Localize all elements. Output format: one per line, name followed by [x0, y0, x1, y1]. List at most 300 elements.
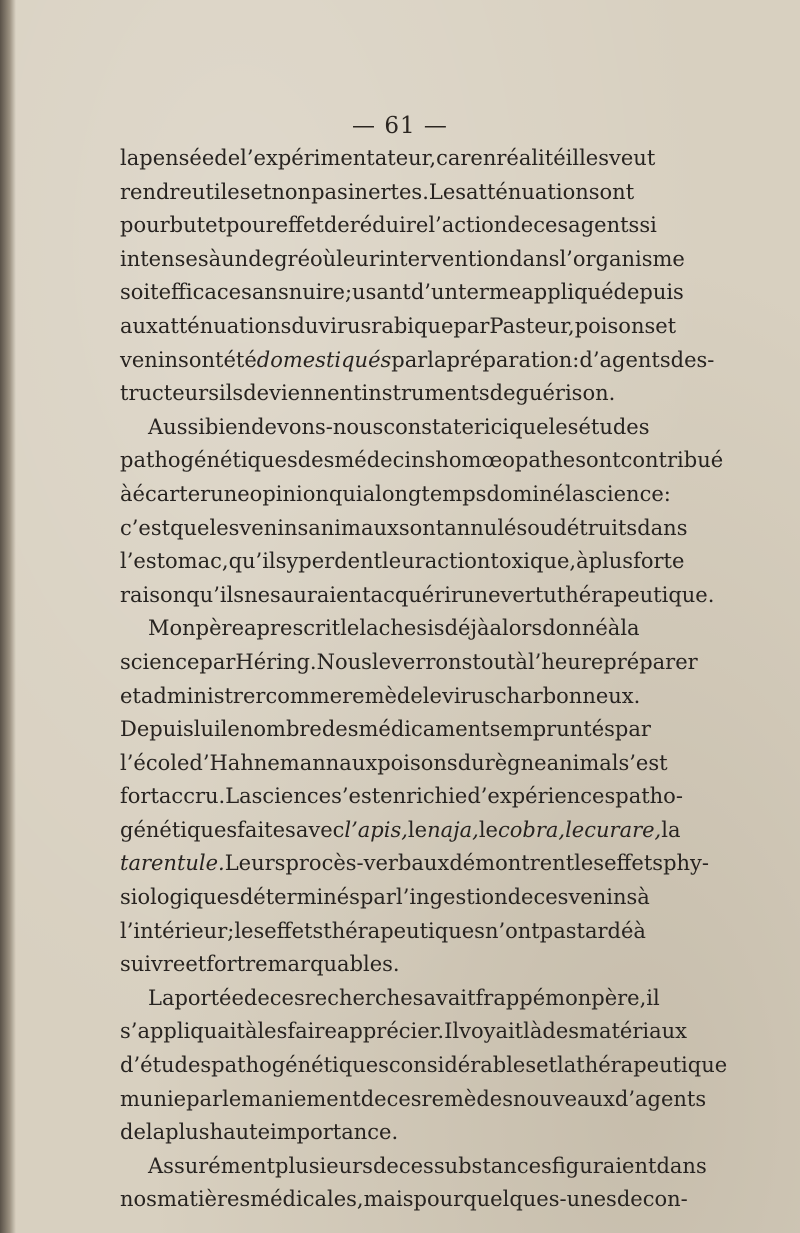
word: ces [533, 213, 569, 238]
word: nuire [288, 280, 345, 305]
word: le [422, 683, 442, 708]
word: degré [248, 246, 310, 271]
text-line [120, 1150, 707, 1184]
word: s’est [331, 784, 381, 809]
word: quelques-unes [463, 1187, 617, 1212]
word: recherches [304, 985, 424, 1010]
word: fort [120, 784, 159, 809]
word: but [169, 213, 206, 238]
word: le [340, 616, 360, 641]
word: déjà [444, 616, 490, 641]
word: thérapeutique. [556, 582, 715, 607]
word: venins [568, 885, 638, 910]
word: Mon [148, 616, 196, 641]
word: science [584, 481, 664, 506]
word: apprécier. [336, 1019, 445, 1044]
word: l’ingestion [395, 885, 508, 910]
word: la [661, 817, 681, 842]
text-line [120, 579, 715, 613]
word: frappé [475, 985, 546, 1010]
word: où [310, 246, 337, 271]
text-line [120, 646, 698, 680]
word: leur [336, 246, 379, 271]
word: figuraient [551, 1153, 657, 1178]
word: par [391, 347, 428, 372]
word: de [214, 146, 241, 170]
word: du [291, 313, 319, 338]
word: comme [265, 683, 343, 708]
word: l’école [120, 750, 190, 775]
word: qui [328, 481, 363, 506]
word: science [120, 649, 200, 674]
word: animaux [308, 515, 399, 540]
word: médicales, [250, 1187, 364, 1212]
word: maniement [241, 1086, 361, 1111]
text-line [120, 444, 724, 478]
word: sont [398, 515, 445, 540]
word: avec [295, 817, 345, 842]
word: prescrit [256, 616, 341, 641]
word: il [565, 146, 580, 170]
word: de [323, 213, 350, 238]
word: bien [204, 414, 252, 439]
word: des [321, 717, 359, 742]
word: forte [633, 549, 685, 574]
word: domestiqués [256, 347, 392, 372]
word: dans [509, 246, 560, 271]
word: de [243, 985, 270, 1010]
word: sauraient [270, 582, 371, 607]
word: suivre [120, 952, 186, 977]
page-number: — 61 — [352, 113, 448, 139]
word: virus [441, 683, 495, 708]
word: ils [218, 381, 244, 406]
word: des- [670, 347, 715, 372]
word: remède [342, 683, 423, 708]
word: considérables [388, 1053, 537, 1078]
word: le [565, 817, 585, 842]
word: naja, [427, 817, 479, 842]
word: voyait [459, 1019, 524, 1044]
word: l’heure [527, 649, 604, 674]
text-line [120, 612, 640, 646]
word: d’études [120, 1053, 212, 1078]
word: remèdes [421, 1086, 514, 1111]
word: la [565, 481, 585, 506]
word: thérapeutique [576, 1053, 728, 1078]
word: qu’ils [186, 582, 245, 607]
word: empruntés [500, 717, 615, 742]
word: lachesis [359, 616, 445, 641]
word: administrer [140, 683, 266, 708]
word: guérison. [515, 381, 616, 406]
word: aux [120, 313, 158, 338]
word: à [120, 481, 133, 506]
text-line [120, 881, 650, 915]
word: réduire [349, 213, 429, 238]
word: la [145, 1120, 166, 1145]
word: ces [533, 885, 569, 910]
text-line [120, 344, 715, 378]
word: devons-nous [251, 414, 384, 439]
word: intenses [120, 246, 209, 271]
word: perdent [298, 549, 383, 574]
word: deviennent [243, 381, 362, 406]
word: n’ont [484, 918, 540, 943]
word: siologiques [120, 885, 240, 910]
word: règne [484, 750, 547, 775]
text-line [120, 713, 651, 747]
word: fort [206, 952, 246, 977]
text-line [120, 377, 628, 411]
word: dans [637, 515, 688, 540]
word: effets [604, 851, 664, 876]
word: préparer [603, 649, 698, 674]
word: le [371, 649, 392, 674]
word: et [185, 952, 207, 977]
text-line [120, 310, 677, 344]
word: phy- [663, 851, 709, 876]
word: rabique [371, 313, 454, 338]
word: plus [588, 549, 634, 574]
word: à [633, 918, 646, 943]
text-line [120, 209, 657, 243]
word: père, [591, 985, 647, 1010]
word: patho- [615, 784, 683, 809]
word: action [424, 549, 491, 574]
word: Héring. [235, 649, 317, 674]
word: matériaux [579, 1019, 687, 1044]
word: à [515, 649, 528, 674]
word: munie [120, 1086, 187, 1111]
word: pour [120, 213, 170, 238]
word: importance. [270, 1120, 399, 1145]
text-line [120, 243, 685, 277]
word: venins [120, 347, 189, 372]
word: l’intérieur; [120, 918, 235, 943]
word: ont [188, 347, 224, 372]
word: ont [586, 448, 621, 473]
word: agents [568, 213, 640, 238]
word: La [148, 985, 175, 1010]
word: toxique, [490, 549, 577, 574]
word: Nous [316, 649, 372, 674]
word: d’agents [614, 1086, 707, 1111]
word: et [655, 313, 677, 338]
word: pour [225, 213, 276, 238]
word: d’un [410, 280, 459, 305]
word: par [186, 1086, 223, 1111]
word: l’expérimentateur, [240, 146, 437, 170]
word: avait [423, 985, 476, 1010]
word: ici [483, 414, 510, 439]
word: les [548, 414, 579, 439]
word: l’organisme [559, 246, 685, 271]
word: mais [363, 1187, 414, 1212]
word: du [457, 750, 485, 775]
word: rendre [120, 179, 192, 204]
word: Pasteur, [489, 313, 575, 338]
word: Leurs [224, 851, 286, 876]
word: science [251, 784, 332, 809]
word: les [209, 515, 240, 540]
word: tructeurs [120, 381, 219, 406]
word: ne [244, 582, 271, 607]
word: ont [599, 179, 635, 204]
word: matières [156, 1187, 251, 1212]
word: à [607, 616, 621, 641]
word: charbonneux. [494, 683, 641, 708]
word: le [222, 1086, 242, 1111]
word: pas [311, 179, 348, 204]
word: en [470, 146, 497, 170]
word: depuis [613, 280, 684, 305]
word: veut [609, 146, 656, 170]
word: utiles [191, 179, 251, 204]
word: thérapeutiques [323, 918, 485, 943]
word: et [250, 179, 272, 204]
word: virus [318, 313, 372, 338]
word: longtemps [375, 481, 487, 506]
word: la [120, 146, 140, 170]
word: ces [398, 1153, 434, 1178]
word: haute [209, 1120, 271, 1145]
word: les [257, 1019, 288, 1044]
text-line [120, 478, 671, 512]
word: déterminés [239, 885, 360, 910]
word: ces [269, 985, 305, 1010]
word: s’est [618, 750, 668, 775]
word: été [223, 347, 257, 372]
word: poisons [377, 750, 458, 775]
word: nombre [239, 717, 322, 742]
text-line [120, 847, 709, 881]
text-line [120, 512, 688, 546]
word: appliqué [521, 280, 614, 305]
text-line [120, 1083, 707, 1117]
word: dans [656, 1153, 707, 1178]
word: c’est [120, 515, 171, 540]
word: Depuis [120, 717, 194, 742]
word: Les [428, 179, 467, 204]
word: inertes. [347, 179, 429, 204]
word: par [453, 313, 490, 338]
word: de [120, 1120, 146, 1145]
text-line [120, 680, 641, 714]
word: par [614, 717, 651, 742]
word: tarentule. [120, 851, 225, 876]
word: plus [165, 1120, 210, 1145]
word: et [120, 683, 141, 708]
word: et [205, 213, 226, 238]
word: la [620, 616, 640, 641]
word: a [244, 616, 257, 641]
word: accru. [158, 784, 226, 809]
word: opinion [249, 481, 329, 506]
word: efficace [158, 280, 242, 305]
word: remarquables. [245, 952, 400, 977]
word: de [616, 1187, 643, 1212]
word: études [578, 414, 650, 439]
word: les [574, 851, 605, 876]
word: terme [458, 280, 522, 305]
text-line [120, 814, 681, 848]
word: et [536, 1053, 557, 1078]
word: la [557, 1053, 577, 1078]
word: poisons [574, 313, 656, 338]
word: acquérir [370, 582, 462, 607]
word: Il [444, 1019, 460, 1044]
word: préparation: [446, 347, 580, 372]
word: pathogénétiques [211, 1053, 389, 1078]
word: de [507, 885, 534, 910]
word: pensée [139, 146, 215, 170]
word: dominé [486, 481, 566, 506]
word: les [579, 146, 610, 170]
word: ou [527, 515, 554, 540]
word: donné [542, 616, 608, 641]
word: contribué [620, 448, 724, 473]
word: a [362, 481, 376, 506]
text-line [120, 276, 684, 310]
word: enrichie [380, 784, 468, 809]
word: nouveaux [513, 1086, 615, 1111]
word: un [221, 246, 249, 271]
text-line [120, 142, 656, 176]
text-line [120, 915, 646, 949]
word: raison [120, 582, 187, 607]
word: effets [264, 918, 324, 943]
word: : [663, 481, 671, 506]
word: faire [287, 1019, 337, 1044]
word: l’apis, [344, 817, 408, 842]
text-line [120, 1183, 688, 1217]
word: à [637, 885, 650, 910]
text-line [120, 747, 668, 781]
word: à [576, 549, 589, 574]
word: sans [241, 280, 289, 305]
word: venins [239, 515, 309, 540]
word: ; [344, 280, 353, 305]
word: de [489, 381, 516, 406]
text-line [120, 948, 628, 982]
word: mon [545, 985, 592, 1010]
word: atténuations [157, 313, 292, 338]
word: y [286, 549, 299, 574]
word: cobra, [498, 817, 566, 842]
word: Assurément [148, 1153, 276, 1178]
word: pathogénétiques [120, 448, 298, 473]
word: médecins [334, 448, 436, 473]
word: curare, [584, 817, 662, 842]
word: là [523, 1019, 543, 1044]
text-line [120, 780, 683, 814]
word: l’action [428, 213, 508, 238]
word: une [461, 582, 501, 607]
text-line [120, 545, 685, 579]
word: le [220, 717, 240, 742]
word: portée [174, 985, 244, 1010]
word: soit [120, 280, 159, 305]
text-line [120, 176, 635, 210]
word: effet [275, 213, 324, 238]
word: Aussi [148, 414, 205, 439]
word: vertu [500, 582, 557, 607]
word: d’expériences [467, 784, 616, 809]
word: non [271, 179, 312, 204]
text-line [120, 411, 650, 445]
word: médicaments [358, 717, 501, 742]
word: écarter [132, 481, 211, 506]
word: plusieurs [275, 1153, 373, 1178]
body-text [120, 142, 728, 1217]
word: homœopathes [435, 448, 587, 473]
word: d’Hahnemann [189, 750, 340, 775]
word: usant [352, 280, 411, 305]
word: réalité [496, 146, 566, 170]
word: nos [120, 1187, 157, 1212]
word: si [639, 213, 657, 238]
word: le [478, 817, 498, 842]
word: qu’ils [228, 549, 287, 574]
word: La [225, 784, 252, 809]
word: animal [546, 750, 619, 775]
word: à [208, 246, 222, 271]
word: aux [339, 750, 378, 775]
word: tardé [576, 918, 634, 943]
text-line [120, 1116, 628, 1150]
word: d’agents [579, 347, 671, 372]
word: par [359, 885, 396, 910]
word: faites [237, 817, 296, 842]
word: instruments [361, 381, 490, 406]
word: que [170, 515, 210, 540]
page-binding-shadow [0, 0, 16, 1233]
word: constater [383, 414, 484, 439]
word: des [297, 448, 335, 473]
word: ces [386, 1086, 422, 1111]
word: leur [382, 549, 425, 574]
word: le [407, 817, 428, 842]
word: car [436, 146, 471, 170]
word: la [427, 347, 447, 372]
word: l’estomac, [120, 549, 229, 574]
word: il [646, 985, 660, 1010]
word: s’appliquait [120, 1019, 245, 1044]
word: une [210, 481, 250, 506]
word: génétiques [120, 817, 238, 842]
word: alors [489, 616, 543, 641]
word: procès-verbaux [285, 851, 450, 876]
word: con- [642, 1187, 688, 1212]
word: de [372, 1153, 399, 1178]
word: à [244, 1019, 258, 1044]
word: détruits [553, 515, 638, 540]
word: de [507, 213, 534, 238]
word: de [360, 1086, 387, 1111]
word: pas [539, 918, 577, 943]
word: des [542, 1019, 580, 1044]
word: lui [193, 717, 221, 742]
word: père [195, 616, 245, 641]
word: intervention [378, 246, 510, 271]
word: annulés [444, 515, 528, 540]
word: atténuations [466, 179, 600, 204]
text-line [120, 982, 660, 1016]
word: par [199, 649, 236, 674]
word: substances [433, 1153, 552, 1178]
word: les [234, 918, 265, 943]
